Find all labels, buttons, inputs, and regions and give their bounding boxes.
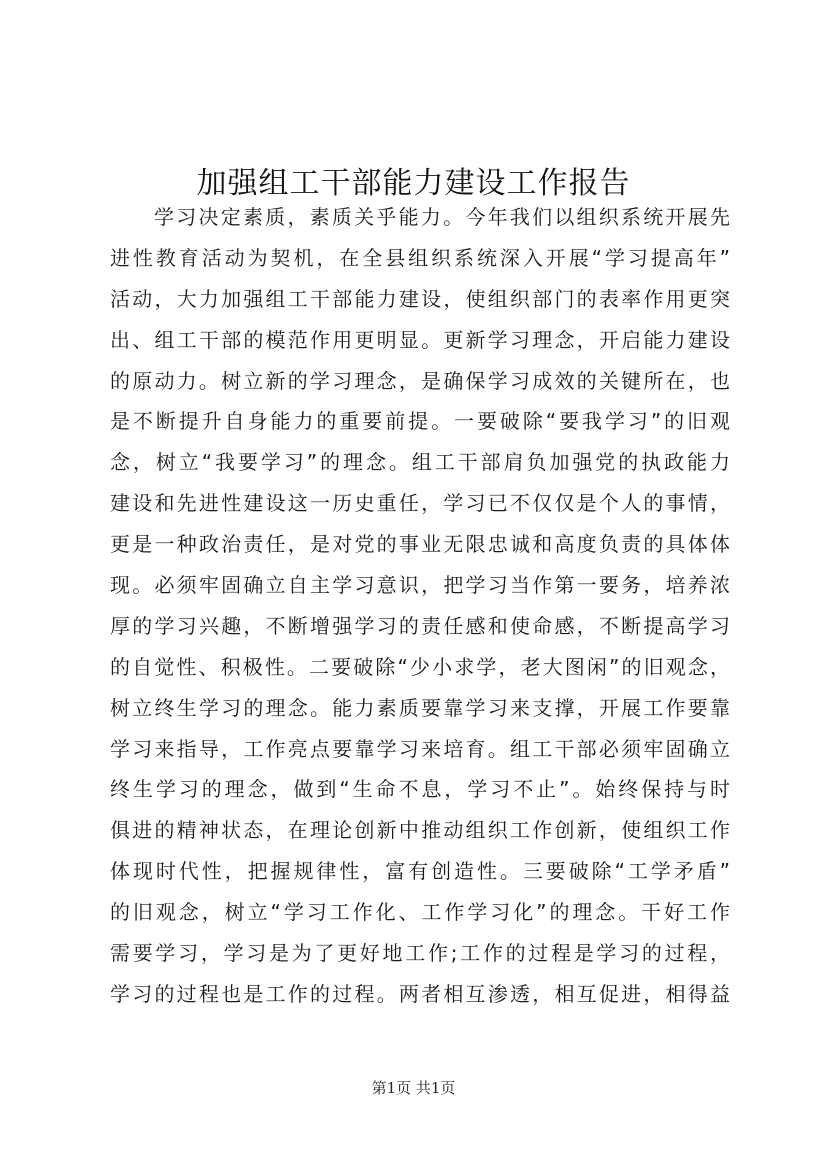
body-line: 的原动力。树立新的学习理念，是确保学习成效的关键所在，也 xyxy=(110,368,730,393)
body-line: 学习决定素质，素质关乎能力。今年我们以组织系统开展先 xyxy=(154,205,730,229)
body-line: 厚的学习兴趣，不断增强学习的责任感和使命感，不断提高学习 xyxy=(110,613,730,638)
body-line: 树立终生学习的理念。能力素质要靠学习来支撑，开展工作要靠 xyxy=(110,695,730,720)
body-line: 终生学习的理念，做到“生命不息，学习不止”。始终保持与时 xyxy=(110,777,730,802)
body-line: 体现时代性，把握规律性，富有创造性。三要破除“工学矛盾” xyxy=(110,859,730,884)
body-line: 俱进的精神状态，在理论创新中推动组织工作创新，使组织工作 xyxy=(110,818,730,843)
body-line: 学习的过程也是工作的过程。两者相互渗透，相互促进，相得益 xyxy=(110,981,730,1006)
body-line: 学习来指导，工作亮点要靠学习来培育。组工干部必须牢固确立 xyxy=(110,736,730,761)
body-line: 的自觉性、积极性。二要破除“少小求学，老大图闲”的旧观念， xyxy=(110,654,730,679)
body-line: 的旧观念，树立“学习工作化、工作学习化”的理念。干好工作 xyxy=(110,900,730,925)
body-line: 需要学习，学习是为了更好地工作;工作的过程是学习的过程， xyxy=(110,941,730,966)
page-number: 第1页 共1页 xyxy=(371,1079,456,1097)
body-line: 活动，大力加强组工干部能力建设，使组织部门的表率作用更突 xyxy=(110,286,730,311)
body-line: 现。必须牢固确立自主学习意识，把学习当作第一要务，培养浓 xyxy=(110,573,730,598)
document-title: 加强组工干部能力建设工作报告 xyxy=(196,166,631,202)
body-line: 出、组工干部的模范作用更明显。更新学习理念，开启能力建设 xyxy=(110,327,730,352)
body-text xyxy=(110,197,730,1015)
body-line: 建设和先进性建设这一历史重任，学习已不仅仅是个人的事情， xyxy=(110,491,730,516)
body-line: 念，树立“我要学习”的理念。组工干部肩负加强党的执政能力 xyxy=(110,450,730,475)
body-line: 进性教育活动为契机，在全县组织系统深入开展“学习提高年” xyxy=(110,245,730,270)
body-line: 更是一种政治责任，是对党的事业无限忠诚和高度负责的具体体 xyxy=(110,532,730,557)
body-line: 是不断提升自身能力的重要前提。一要破除“要我学习”的旧观 xyxy=(110,409,730,434)
